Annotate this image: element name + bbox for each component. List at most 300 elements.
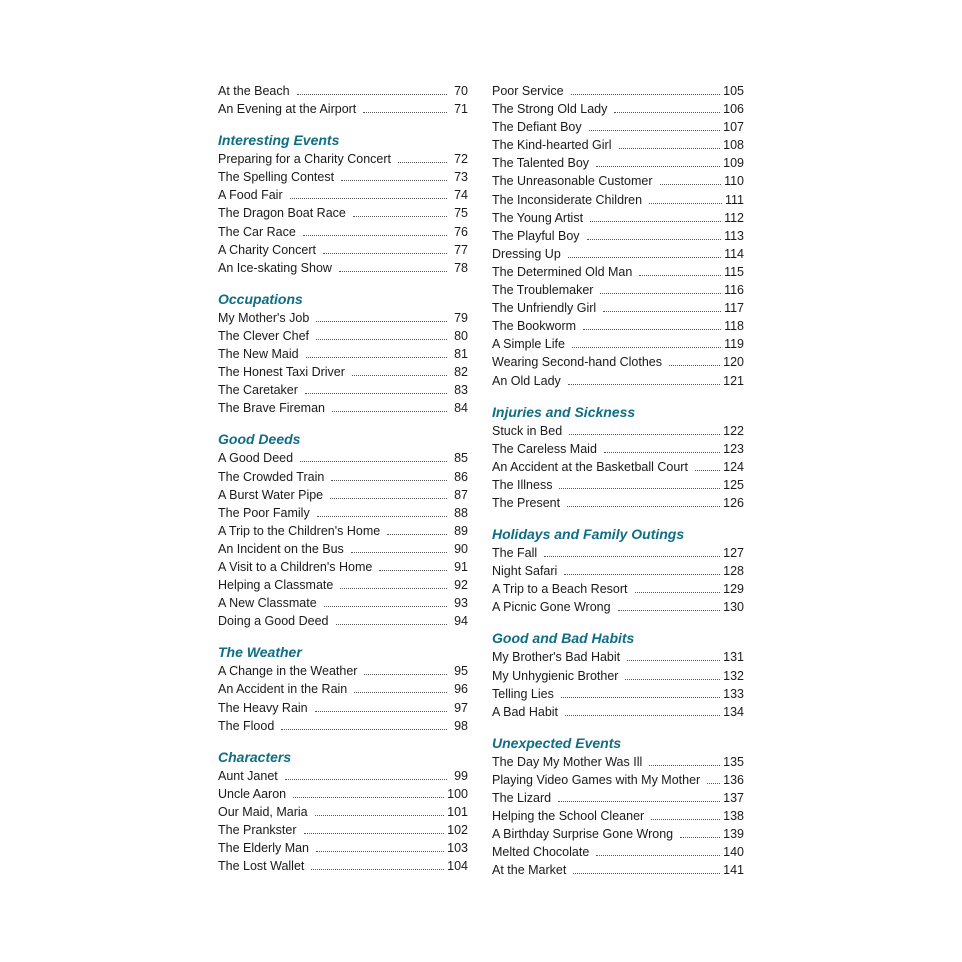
dot-leader — [290, 186, 447, 199]
entry-title: The Heavy Rain — [218, 700, 308, 715]
entry-title: My Mother's Job — [218, 310, 310, 325]
dot-leader — [571, 82, 721, 95]
entry-title: The Illness — [492, 477, 553, 492]
toc-entry — [492, 771, 744, 789]
toc-entry — [218, 468, 468, 486]
dot-leader — [600, 281, 721, 294]
dot-leader — [573, 861, 720, 874]
entry-title: The Careless Maid — [492, 441, 597, 456]
toc-entry — [492, 209, 744, 227]
entry-title: The Unreasonable Customer — [492, 174, 653, 189]
entry-page-number: 126 — [723, 495, 744, 510]
toc-entry — [218, 150, 468, 168]
dot-leader — [316, 309, 447, 322]
entry-title: A Burst Water Pipe — [218, 487, 324, 502]
dot-leader — [651, 807, 720, 820]
entry-page-number: 108 — [723, 138, 744, 153]
entry-page-number: 100 — [447, 786, 468, 801]
dot-leader — [336, 612, 448, 625]
toc-entry — [492, 807, 744, 825]
dot-leader — [339, 259, 447, 272]
toc-entry — [218, 558, 468, 576]
entry-title: The Young Artist — [492, 210, 584, 225]
entry-title: The Talented Boy — [492, 156, 590, 171]
toc-entry — [218, 522, 468, 540]
entry-title: The New Maid — [218, 347, 299, 362]
dot-leader — [565, 703, 720, 716]
toc-entry — [218, 82, 468, 100]
entry-page-number: 98 — [454, 718, 468, 733]
entry-title: The Strong Old Lady — [492, 102, 608, 117]
section-heading: Good and Bad Habits — [492, 630, 635, 647]
entry-title: The Prankster — [218, 823, 297, 837]
entry-page-number: 118 — [724, 319, 744, 334]
dot-leader — [316, 839, 444, 852]
dot-leader — [649, 191, 722, 204]
toc-entry — [218, 345, 468, 363]
entry-page-number: 104 — [447, 859, 468, 874]
toc-entry — [492, 422, 744, 440]
entry-title: An Old Lady — [492, 373, 561, 388]
entry-title: A Birthday Surprise Gone Wrong — [492, 827, 674, 842]
entry-title: An Accident at the Basketball Court — [492, 459, 688, 474]
dot-leader — [341, 168, 447, 181]
toc-entry — [492, 494, 744, 512]
toc-entry — [218, 576, 468, 594]
toc-entry — [218, 327, 468, 345]
dot-leader — [625, 667, 720, 680]
entry-page-number: 138 — [723, 809, 744, 824]
entry-page-number: 76 — [454, 224, 468, 239]
entry-title: The Kind-hearted Girl — [492, 138, 612, 153]
toc-entry — [492, 82, 744, 100]
dot-leader — [398, 150, 447, 163]
toc-entry — [492, 136, 744, 154]
dot-leader — [568, 245, 721, 258]
entry-page-number: 79 — [454, 310, 468, 325]
entry-title: The Elderly Man — [218, 841, 310, 856]
toc-section-continued — [492, 82, 744, 390]
entry-page-number: 111 — [724, 192, 744, 207]
entry-title: An Incident on the Bus — [218, 541, 344, 556]
entry-title: Helping a Classmate — [218, 578, 334, 593]
dot-leader — [351, 540, 447, 553]
section-heading: Injuries and Sickness — [492, 403, 636, 420]
toc-entry — [218, 680, 468, 698]
entry-title: An Ice-skating Show — [218, 260, 332, 275]
entry-page-number: 136 — [723, 772, 744, 787]
entry-title: The Spelling Contest — [218, 170, 335, 185]
dot-leader — [569, 422, 720, 435]
entry-title: The Lizard — [492, 791, 552, 805]
dot-leader — [596, 154, 720, 167]
dot-leader — [559, 476, 720, 489]
entry-page-number: 124 — [723, 459, 744, 474]
dot-leader — [305, 381, 447, 394]
dot-leader — [614, 100, 720, 113]
dot-leader — [330, 486, 447, 499]
dot-leader — [603, 299, 721, 312]
entry-title: Aunt Janet — [218, 768, 278, 783]
entry-page-number: 132 — [723, 668, 744, 683]
section-heading: Unexpected Events — [492, 734, 622, 751]
entry-title: Doing a Good Deed — [218, 614, 329, 629]
entry-page-number: 77 — [454, 242, 468, 257]
toc-entry — [218, 540, 468, 558]
toc-entry — [492, 191, 744, 209]
entry-page-number: 72 — [454, 152, 468, 167]
toc-entry — [218, 594, 468, 612]
toc-section-the-weather — [218, 642, 468, 734]
entry-title: Preparing for a Charity Concert — [218, 152, 391, 167]
entry-page-number: 86 — [454, 469, 468, 484]
entry-title: Telling Lies — [492, 686, 554, 701]
entry-page-number: 137 — [723, 791, 744, 805]
dot-leader — [354, 680, 447, 693]
entry-page-number: 97 — [454, 700, 468, 715]
dot-leader — [306, 345, 447, 358]
toc-entry — [218, 381, 468, 399]
entry-title: A Trip to the Children's Home — [218, 523, 381, 538]
entry-page-number: 94 — [454, 614, 468, 629]
entry-title: A Change in the Weather — [218, 664, 358, 679]
toc-entry — [492, 372, 744, 390]
toc-entry — [492, 648, 744, 666]
dot-leader — [303, 223, 447, 236]
entry-page-number: 115 — [724, 264, 744, 279]
toc-entry — [492, 458, 744, 476]
toc-entry — [492, 685, 744, 703]
entry-page-number: 92 — [454, 578, 468, 593]
entry-page-number: 141 — [723, 863, 744, 878]
entry-page-number: 87 — [454, 487, 468, 502]
toc-entry — [492, 580, 744, 598]
entry-title: A Bad Habit — [492, 704, 559, 719]
dot-leader — [387, 522, 447, 535]
toc-entry — [218, 399, 468, 417]
entry-page-number: 109 — [723, 156, 744, 171]
dot-leader — [707, 771, 720, 784]
dot-leader — [297, 82, 447, 95]
entry-title: The Defiant Boy — [492, 120, 582, 135]
toc-entry — [218, 204, 468, 222]
entry-page-number: 102 — [447, 823, 468, 837]
dot-leader — [304, 821, 445, 834]
entry-title: Playing Video Games with My Mother — [492, 772, 701, 787]
dot-leader — [635, 580, 721, 593]
entry-title: The Playful Boy — [492, 228, 580, 243]
dot-leader — [315, 803, 445, 816]
toc-entry — [492, 335, 744, 353]
entry-title: The Brave Fireman — [218, 401, 325, 416]
dot-leader — [285, 767, 447, 780]
entry-page-number: 140 — [723, 845, 744, 860]
entry-title: Stuck in Bed — [492, 423, 563, 438]
entry-page-number: 122 — [723, 423, 744, 438]
toc-entry — [492, 843, 744, 861]
dot-leader — [639, 263, 721, 276]
entry-page-number: 70 — [454, 84, 468, 98]
entry-page-number: 117 — [724, 301, 744, 316]
entry-title: The Flood — [218, 718, 275, 733]
entry-title: The Honest Taxi Driver — [218, 365, 345, 380]
dot-leader — [619, 136, 721, 149]
entry-title: The Present — [492, 495, 561, 510]
entry-title: An Evening at the Airport — [218, 102, 357, 117]
dot-leader — [300, 449, 447, 462]
toc-entry — [218, 839, 468, 857]
dot-leader — [331, 468, 447, 481]
entry-page-number: 121 — [723, 373, 744, 388]
toc-entry — [492, 598, 744, 616]
toc-section-injuries-and-sickness — [492, 402, 744, 512]
toc-entry — [492, 281, 744, 299]
toc-entry — [492, 703, 744, 721]
toc-entry — [492, 118, 744, 136]
entry-title: The Poor Family — [218, 505, 310, 520]
dot-leader — [590, 209, 721, 222]
toc-entry — [218, 857, 468, 875]
entry-title: My Brother's Bad Habit — [492, 650, 621, 665]
entry-page-number: 116 — [724, 283, 744, 298]
entry-title: Poor Service — [492, 84, 564, 98]
toc-entry — [492, 825, 744, 843]
entry-title: A Charity Concert — [218, 242, 316, 257]
dot-leader — [379, 558, 447, 571]
dot-leader — [567, 494, 720, 507]
dot-leader — [311, 857, 444, 870]
toc-entry — [218, 259, 468, 277]
dot-leader — [695, 458, 720, 471]
entry-title: Helping the School Cleaner — [492, 809, 645, 824]
entry-title: Our Maid, Maria — [218, 804, 308, 819]
entry-page-number: 81 — [454, 347, 468, 362]
section-heading: The Weather — [218, 644, 302, 661]
entry-page-number: 130 — [723, 600, 744, 615]
toc-entry — [492, 789, 744, 807]
entry-title: Melted Chocolate — [492, 845, 590, 860]
toc-entry — [492, 476, 744, 494]
entry-title: The Inconsiderate Children — [492, 192, 643, 207]
toc-entry — [492, 154, 744, 172]
toc-entry — [492, 440, 744, 458]
toc-entry — [492, 353, 744, 371]
toc-entry — [218, 241, 468, 259]
entry-page-number: 106 — [723, 102, 744, 117]
dot-leader — [353, 204, 447, 217]
toc-entry — [218, 785, 468, 803]
entry-page-number: 107 — [723, 120, 744, 135]
entry-title: A Trip to a Beach Resort — [492, 582, 628, 597]
entry-page-number: 113 — [724, 228, 744, 243]
entry-title: A Simple Life — [492, 337, 565, 352]
entry-page-number: 129 — [723, 582, 744, 597]
entry-page-number: 114 — [724, 246, 744, 261]
entry-page-number: 133 — [723, 686, 744, 701]
entry-page-number: 73 — [454, 170, 468, 185]
entry-page-number: 96 — [454, 682, 468, 697]
dot-leader — [332, 399, 447, 412]
toc-entry — [218, 168, 468, 186]
entry-title: The Unfriendly Girl — [492, 301, 597, 316]
section-heading: Occupations — [218, 290, 303, 307]
entry-page-number: 120 — [723, 355, 744, 370]
entry-page-number: 131 — [723, 650, 744, 665]
entry-page-number: 93 — [454, 596, 468, 611]
dot-leader — [340, 576, 447, 589]
dot-leader — [323, 241, 447, 254]
dot-leader — [363, 100, 447, 113]
entry-page-number: 71 — [454, 102, 468, 117]
entry-page-number: 80 — [454, 328, 468, 343]
dot-leader — [281, 717, 447, 730]
toc-section-holidays-and-family-outings — [492, 524, 744, 616]
toc-entry — [492, 861, 744, 879]
dot-leader — [544, 544, 720, 557]
toc-entry — [218, 504, 468, 522]
dot-leader — [317, 504, 447, 517]
entry-page-number: 95 — [454, 664, 468, 679]
entry-title: A New Classmate — [218, 596, 317, 611]
dot-leader — [564, 562, 720, 575]
toc-entry — [218, 821, 468, 839]
toc-entry — [218, 449, 468, 467]
toc-entry — [492, 227, 744, 245]
toc-section-continued — [218, 82, 468, 118]
section-heading: Holidays and Family Outings — [492, 526, 685, 543]
toc-entry — [492, 753, 744, 771]
entry-title: The Troublemaker — [492, 283, 594, 298]
toc-section-good-and-bad-habits — [492, 628, 744, 720]
entry-page-number: 105 — [723, 84, 744, 98]
dot-leader — [558, 789, 720, 802]
dot-leader — [364, 662, 447, 675]
entry-page-number: 119 — [724, 337, 744, 352]
entry-page-number: 82 — [454, 365, 468, 380]
dot-leader — [324, 594, 447, 607]
entry-title: The Lost Wallet — [218, 859, 305, 874]
dot-leader — [316, 327, 447, 340]
entry-page-number: 99 — [454, 768, 468, 783]
entry-page-number: 103 — [447, 841, 468, 856]
entry-title: A Picnic Gone Wrong — [492, 600, 611, 615]
toc-entry — [492, 245, 744, 263]
entry-page-number: 84 — [454, 401, 468, 416]
entry-title: A Visit to a Children's Home — [218, 559, 373, 574]
entry-title: The Fall — [492, 546, 538, 561]
entry-page-number: 134 — [723, 704, 744, 719]
toc-entry — [492, 667, 744, 685]
toc-entry — [492, 100, 744, 118]
entry-page-number: 112 — [724, 210, 744, 225]
toc-entry — [218, 767, 468, 785]
entry-title: My Unhygienic Brother — [492, 668, 619, 683]
entry-title: The Dragon Boat Race — [218, 206, 346, 221]
toc-entry — [218, 699, 468, 717]
entry-page-number: 110 — [724, 174, 744, 189]
section-heading: Good Deeds — [218, 431, 301, 448]
entry-title: The Crowded Train — [218, 469, 325, 484]
entry-title: Dressing Up — [492, 246, 561, 261]
toc-right-column — [492, 82, 744, 879]
toc-entry — [218, 717, 468, 735]
dot-leader — [649, 753, 720, 766]
entry-page-number: 89 — [454, 523, 468, 538]
entry-page-number: 74 — [454, 188, 468, 203]
dot-leader — [352, 363, 447, 376]
entry-title: The Day My Mother Was Ill — [492, 754, 643, 769]
entry-title: Uncle Aaron — [218, 786, 287, 801]
entry-page-number: 90 — [454, 541, 468, 556]
toc-entry — [218, 662, 468, 680]
entry-page-number: 139 — [723, 827, 744, 842]
dot-leader — [618, 598, 721, 611]
toc-entry — [492, 562, 744, 580]
entry-title: At the Market — [492, 863, 567, 878]
toc-entry — [218, 223, 468, 241]
dot-leader — [587, 227, 722, 240]
entry-page-number: 83 — [454, 383, 468, 398]
toc-entry — [218, 363, 468, 381]
dot-leader — [596, 843, 720, 856]
entry-title: Wearing Second-hand Clothes — [492, 355, 663, 370]
entry-title: An Accident in the Rain — [218, 682, 348, 697]
dot-leader — [669, 353, 720, 366]
toc-entry — [492, 263, 744, 281]
dot-leader — [589, 118, 721, 131]
entry-page-number: 127 — [723, 546, 744, 561]
entry-page-number: 91 — [454, 559, 468, 574]
entry-page-number: 75 — [454, 206, 468, 221]
section-heading: Interesting Events — [218, 132, 340, 149]
entry-title: Night Safari — [492, 564, 558, 579]
dot-leader — [315, 699, 447, 712]
toc-entry — [218, 486, 468, 504]
dot-leader — [680, 825, 720, 838]
toc-entry — [492, 299, 744, 317]
toc-section-occupations — [218, 289, 468, 418]
dot-leader — [627, 648, 720, 661]
entry-page-number: 123 — [723, 441, 744, 456]
dot-leader — [293, 785, 444, 798]
toc-section-characters — [218, 747, 468, 876]
dot-leader — [572, 335, 721, 348]
toc-entry — [492, 544, 744, 562]
entry-title: The Determined Old Man — [492, 264, 633, 279]
entry-page-number: 78 — [454, 260, 468, 275]
entry-title: The Caretaker — [218, 383, 298, 398]
toc-entry — [218, 186, 468, 204]
entry-page-number: 128 — [723, 564, 744, 579]
entry-title: The Bookworm — [492, 319, 577, 334]
toc-entry — [218, 612, 468, 630]
entry-title: At the Beach — [218, 84, 290, 98]
toc-entry — [218, 100, 468, 118]
dot-leader — [583, 317, 721, 330]
toc-entry — [492, 317, 744, 335]
entry-page-number: 85 — [454, 451, 468, 466]
dot-leader — [561, 685, 720, 698]
entry-title: A Food Fair — [218, 188, 283, 203]
dot-leader — [660, 172, 722, 185]
toc-entry — [492, 172, 744, 190]
dot-leader — [604, 440, 720, 453]
dot-leader — [568, 372, 720, 385]
toc-section-good-deeds — [218, 429, 468, 630]
section-heading: Characters — [218, 748, 292, 765]
toc-left-column — [218, 82, 468, 875]
toc-section-unexpected-events — [492, 733, 744, 880]
